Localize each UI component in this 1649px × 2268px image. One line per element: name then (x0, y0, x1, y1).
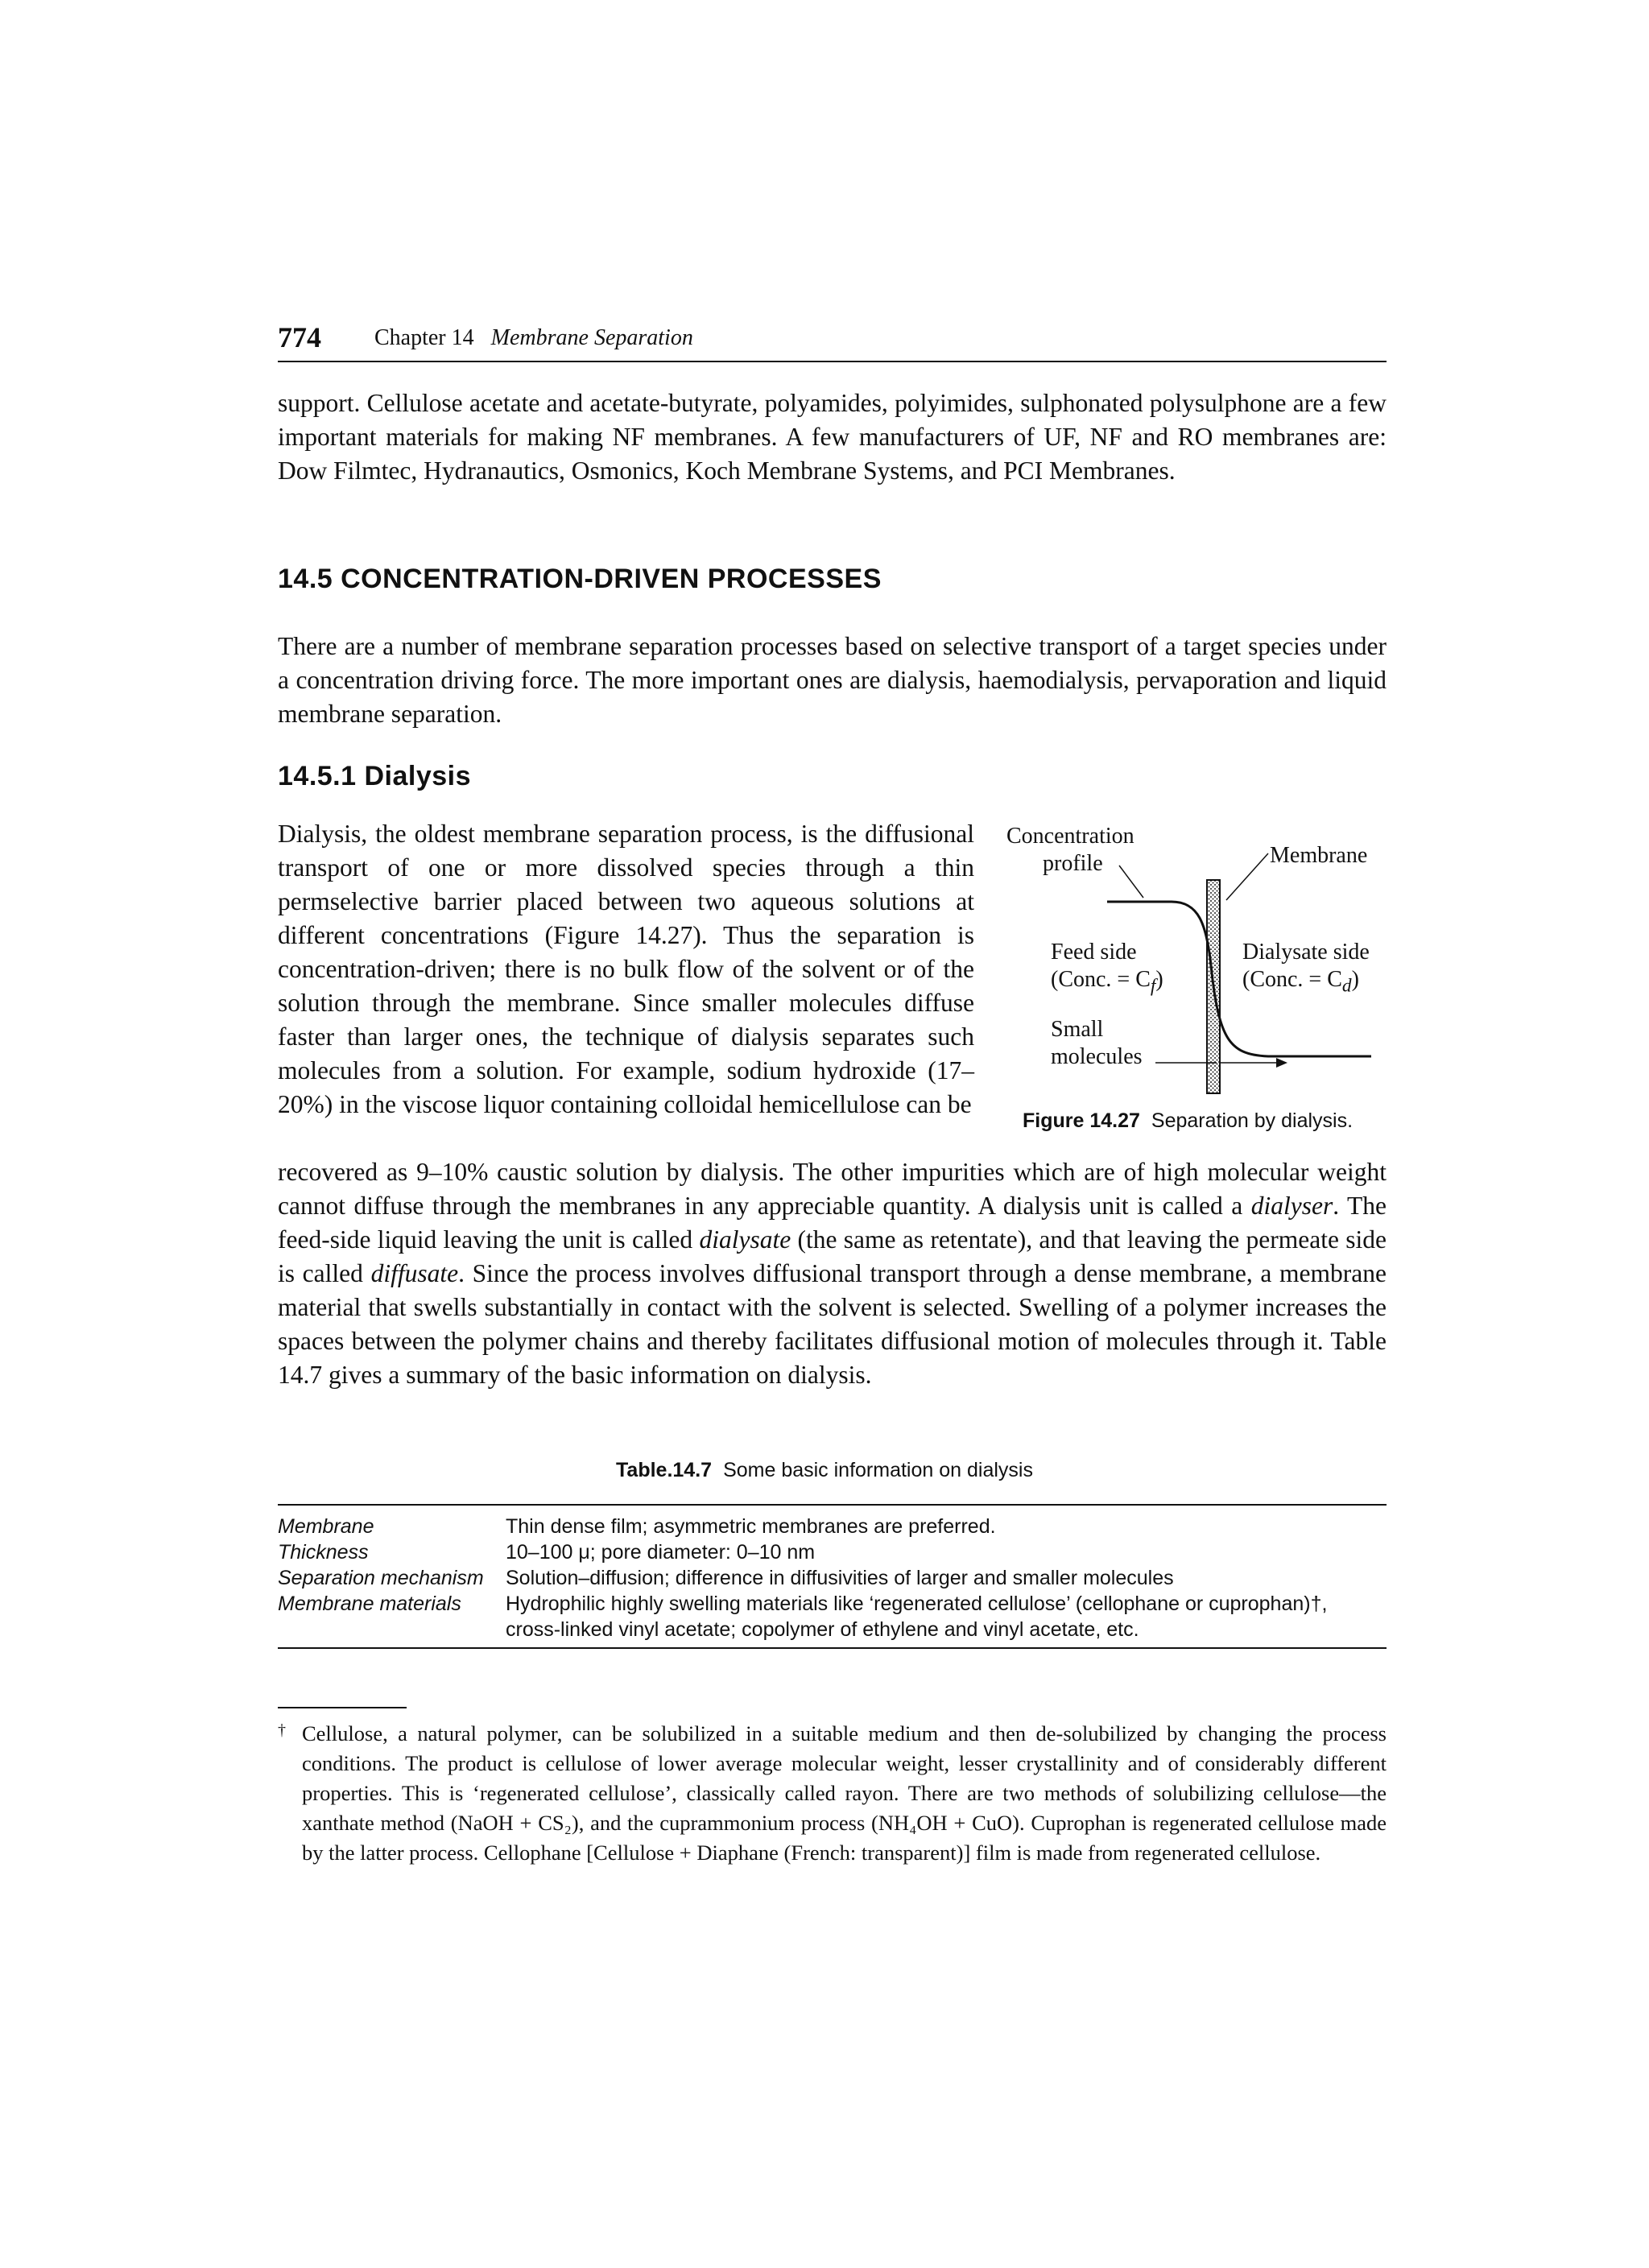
paragraph-section: There are a number of membrane separation processes based on selective transport of a target species under a concentration driving force. The more important ones are dialysis, haemodialysis, pervaporation and liquid membrane separation. (278, 632, 1387, 728)
membrane-pointer (1226, 853, 1268, 900)
dialysis-info-table (278, 1504, 1387, 1649)
page-number: 774 (278, 321, 321, 353)
table-caption-text: Some basic information on dialysis (723, 1459, 1033, 1481)
figure-dialysis (1002, 821, 1389, 1143)
chapter-label: Chapter 14 (374, 325, 474, 350)
label-feed-side: Feed side (1051, 940, 1137, 965)
running-head (374, 325, 693, 351)
row-value: Solution–diffusion; difference in diffusivities of larger and smaller molecules (506, 1567, 1174, 1589)
section-heading: 14.5 CONCENTRATION-DRIVEN PROCESSES (278, 564, 882, 594)
label-feed-conc: (Conc. = $C_f$) (1051, 967, 1163, 997)
label-small: Small (1051, 1017, 1104, 1042)
label-profile: profile (1043, 851, 1103, 876)
figure-caption-text: Separation by dialysis. (1151, 1109, 1354, 1132)
row-key: Thickness (278, 1541, 369, 1564)
row-key: Separation mechanism (278, 1567, 484, 1589)
table-row (278, 1505, 1387, 1539)
label-molecules: molecules (1051, 1044, 1143, 1069)
chapter-title: Membrane Separation (490, 325, 693, 350)
table-caption (0, 1459, 1649, 1482)
footnote-mark: † (278, 1721, 286, 1739)
row-key: Membrane (278, 1515, 374, 1538)
label-concentration: Concentration (1006, 824, 1134, 849)
figure-caption (1023, 1109, 1353, 1133)
subsection-heading: 14.5.1 Dialysis (278, 761, 472, 791)
footnote-rule (278, 1707, 407, 1708)
label-dialysate-side: Dialysate side (1242, 940, 1370, 965)
label-membrane: Membrane (1270, 843, 1368, 868)
footnote-text: Cellulose, a natural polymer, can be solubilized in a suitable medium and then de-solubilized by changing the process conditions. The product is cellulose of lower average molecular weight, lesser crystallinity and of considerably different properties. This is ‘regenerated cellulose’, classically called rayon. There are two methods of solubilizing cellulose—the xanthate method (NaOH + CS₂), and the cuprammonium process (NH₄OH + CuO). Cuprophan is regenerated cellulose made by the latter process. Cellophane [Cellulose + Diaphane (French: transparent)] film is made from regenerated cellulose. (302, 1721, 1387, 1865)
table-row (278, 1539, 1387, 1565)
table-row (278, 1565, 1387, 1591)
paragraph-dialysis: Dialysis, the oldest membrane separation process, is the diffusional transport of one or more dissolved species through a thin permselective barrier placed between two aqueous solutions at different concentrations (Figure 14.27). Thus the separation is concentration-driven; there is no bulk flow of the solvent or of the solution through the membrane. Since smaller molecules diffuse faster than larger ones, the technique of dialysis separates such molecules from a solution. For example, sodium hydroxide (17–20%) in the viscose liquor containing colloidal hemicellulose can be (278, 820, 974, 1118)
row-value: 10–100 μ; pore diameter: 0–10 nm (506, 1541, 816, 1564)
paragraph-intro: support. Cellulose acetate and acetate-butyrate, polyamides, polyimides, sulphonated polysulphone are a few important materials for making NF membranes. A few manufacturers of UF, NF and RO membranes are: Dow Filmtec, Hydranautics, Osmonics, Koch Membrane Systems, and PCI Membranes. (278, 389, 1387, 485)
arrowhead-icon (1276, 1058, 1287, 1068)
row-key: Membrane materials (278, 1593, 461, 1615)
profile-pointer (1119, 865, 1143, 898)
footnote (278, 1719, 1387, 1868)
row-value: Hydrophilic highly swelling materials like ‘regenerated cellulose’ (cellophane or cuprophan)†, cross-linked vinyl acetate; copolymer of ethylene and vinyl acetate, etc. (506, 1593, 1328, 1641)
figure-number: Figure 14.27 (1023, 1109, 1140, 1132)
paragraph-dialysis-continued: recovered as 9–10% caustic solution by dialysis. The other impurities which are of high molecular weight cannot diffuse through the membranes in any appreciable quantity. A dialysis unit is called a dialyser. The feed-side liquid leaving the unit is called dialysate (the same as retentate), and that leaving the permeate side is called diffusate. Since the process involves diffusional transport through a dense membrane, a membrane material that swells substantially in contact with the solvent is selected. Swelling of a polymer increases the spaces between the polymer chains and thereby facilitates diffusional motion of molecules through it. Table 14.7 gives a summary of the basic information on dialysis. (278, 1158, 1387, 1389)
page-header (278, 320, 1387, 362)
table-row (278, 1591, 1387, 1648)
row-value: Thin dense film; asymmetric membranes are preferred. (506, 1515, 996, 1538)
table-number: Table.14.7 (616, 1459, 713, 1481)
label-dialysate-conc: (Conc. = $C_d$) (1242, 967, 1359, 997)
